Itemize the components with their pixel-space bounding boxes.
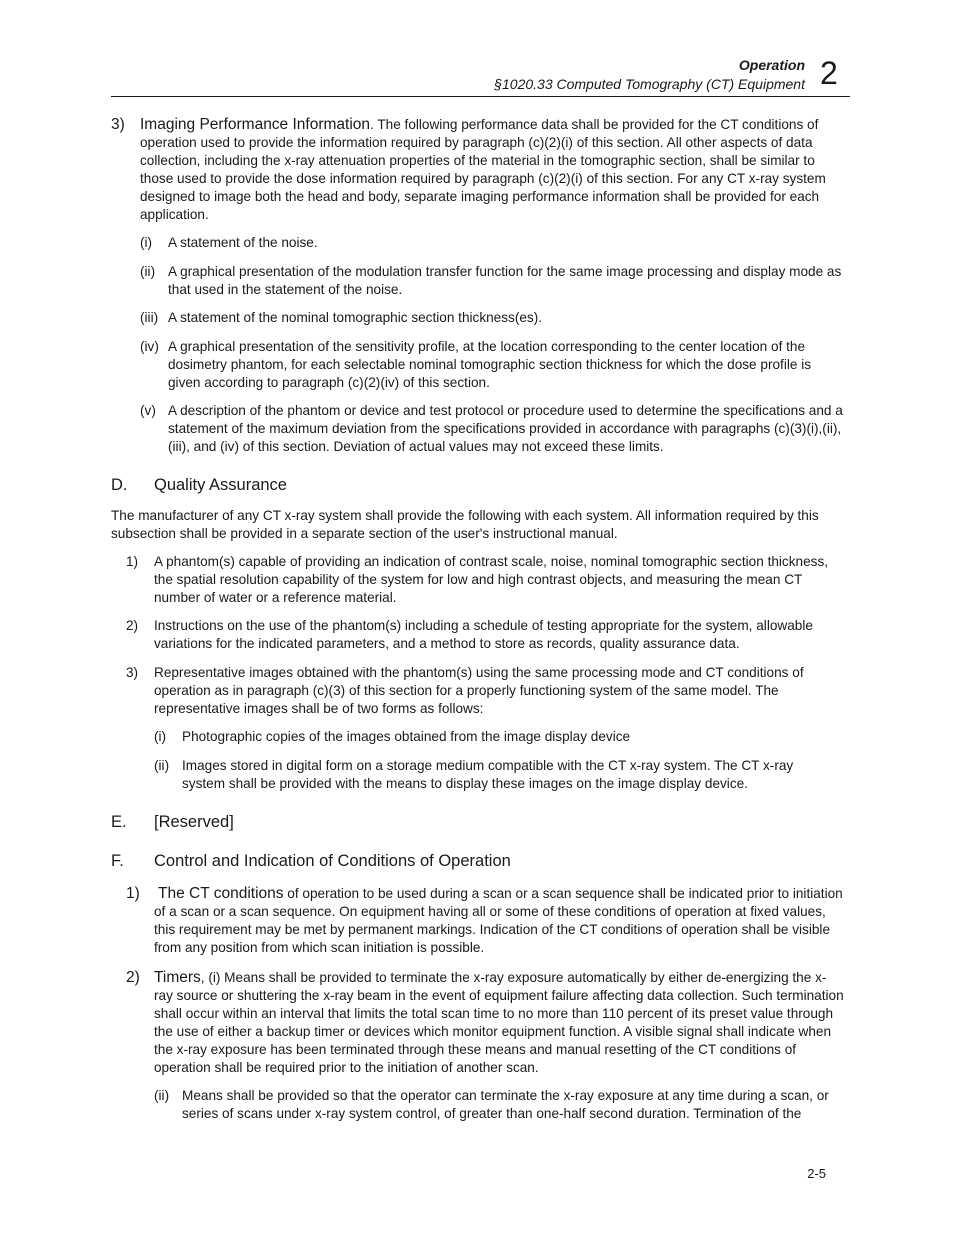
sub-item-label: (i)	[154, 729, 167, 744]
sub-item-label: (v)	[140, 403, 156, 418]
paragraph-text: . The following performance data shall be provided for the CT conditions of operation used to provide the information required by paragraph (c)(2)(i) of this section. All other aspects of data collection, including the x-ray attenuation properties of the material in the tomographic section, shall be similar to those used to provide the dose information required by paragraph (c)(2)(i) of this section. For any CT x-ray system designed to image both the head and body, separate imaging performance information shall be provided for each application.	[140, 117, 826, 222]
sub-item-label: (iv)	[140, 339, 159, 354]
sub-item-text: A statement of the nominal tomographic section thickness(es).	[168, 310, 543, 325]
run-in-heading: Timers	[154, 969, 201, 986]
running-header-title: Operation	[738, 57, 805, 73]
section-heading: [Reserved]	[154, 813, 234, 831]
running-header-subtitle: §1020.33 Computed Tomography (CT) Equipment	[494, 76, 805, 92]
list-number: 1)	[126, 554, 139, 569]
chapter-number: 2	[820, 55, 838, 91]
section-letter: F.	[111, 852, 124, 870]
header-rule	[111, 96, 850, 97]
page-number: 2-5	[807, 1166, 826, 1181]
list-number: 2)	[126, 969, 140, 986]
sub-item-text: Images stored in digital form on a storage medium compatible with the CT x-ray system. The CT x-ray system shall be provided with the means to display these images on the image display device.	[182, 758, 794, 791]
paragraph-text: , (i) Means shall be provided to terminate the x-ray exposure automatically by either de-energizing the x-ray source or shuttering the x-ray beam in the event of equipment failure affecting data collection. Such termination shall occur within an interval that limits the total scan time to no more than 110 percent of its preset value through the use of either a backup timer or devices which monitor equipment function. A visible signal shall indicate when the x-ray exposure has been terminated through these means and manual resetting of the CT conditions of operation shall be required prior to the initiation of another scan.	[154, 970, 844, 1075]
paragraph-text: of operation to be used during a scan or a scan sequence shall be indicated prior to initiation of a scan or a scan sequence. On equipment having all or some of these conditions of operation at fixed values, this requirement may be met by permanent markings. Indication of the CT conditions of operation shall be visible from any position from which scan initiation is possible.	[154, 886, 843, 955]
item-number: 3)	[111, 116, 125, 133]
section-letter: D.	[111, 476, 128, 494]
sub-item-text: Means shall be provided so that the operator can terminate the x-ray exposure at any time during a scan, or series of scans under x-ray system control, of greater than one-half second duration. Termination of the	[182, 1088, 829, 1121]
sub-item-label: (iii)	[140, 310, 159, 325]
sub-item-text: A graphical presentation of the sensitivity profile, at the location corresponding to the center location of the dosimetry phantom, for each selectable nominal tomographic section thickness for which the dose profile is given according to paragraph (c)(2)(iv) of this section.	[168, 339, 812, 390]
paragraph: The manufacturer of any CT x-ray system shall provide the following with each system. All information required by this subsection shall be provided in a separate section of the user's instructional manual.	[111, 508, 819, 541]
sub-item-text: A statement of the noise.	[168, 235, 318, 250]
section-heading: Control and Indication of Conditions of Operation	[154, 852, 511, 870]
list-item-text	[154, 885, 844, 957]
sub-item-text: Photographic copies of the images obtained from the image display device	[182, 729, 631, 744]
section-letter: E.	[111, 813, 127, 831]
sub-item-label: (ii)	[154, 1088, 170, 1103]
list-item-text	[154, 969, 844, 1076]
list-item-text: A phantom(s) capable of providing an indication of contrast scale, noise, nominal tomographic section thickness, the spatial resolution capability of the system for low and high contrast objects, and measuring the mean CT number of water or a reference material.	[154, 554, 829, 605]
sub-item-text: A graphical presentation of the modulation transfer function for the same image processing and display mode as that used in the statement of the noise.	[168, 264, 842, 297]
run-in-heading: The CT conditions	[158, 885, 284, 902]
list-number: 3)	[126, 665, 139, 680]
list-number: 1)	[126, 885, 140, 902]
list-item-text: Representative images obtained with the phantom(s) using the same processing mode and CT conditions of operation as in paragraph (c)(3) of this section for a properly functioning system of the same model. The representative images shall be of two forms as follows:	[154, 665, 804, 716]
sub-item-label: (ii)	[140, 264, 156, 279]
list-item-text: Instructions on the use of the phantom(s) including a schedule of testing appropriate for the system, allowable variations for the indicated parameters, and a method to store as records, quality assurance data.	[154, 618, 813, 651]
section-heading: Quality Assurance	[154, 476, 287, 494]
run-in-heading: Imaging Performance Information	[140, 116, 371, 133]
paragraph	[140, 116, 840, 223]
sub-item-text: A description of the phantom or device and test protocol or procedure used to determine the specifications and a statement of the maximum deviation from the specifications provided in accordance with paragraphs (c)(3)(i),(ii),(iii), and (iv) of this section. Deviation of actual values may not exceed these limits.	[168, 403, 843, 454]
sub-item-label: (ii)	[154, 758, 170, 773]
sub-item-label: (i)	[140, 235, 153, 250]
list-number: 2)	[126, 618, 139, 633]
